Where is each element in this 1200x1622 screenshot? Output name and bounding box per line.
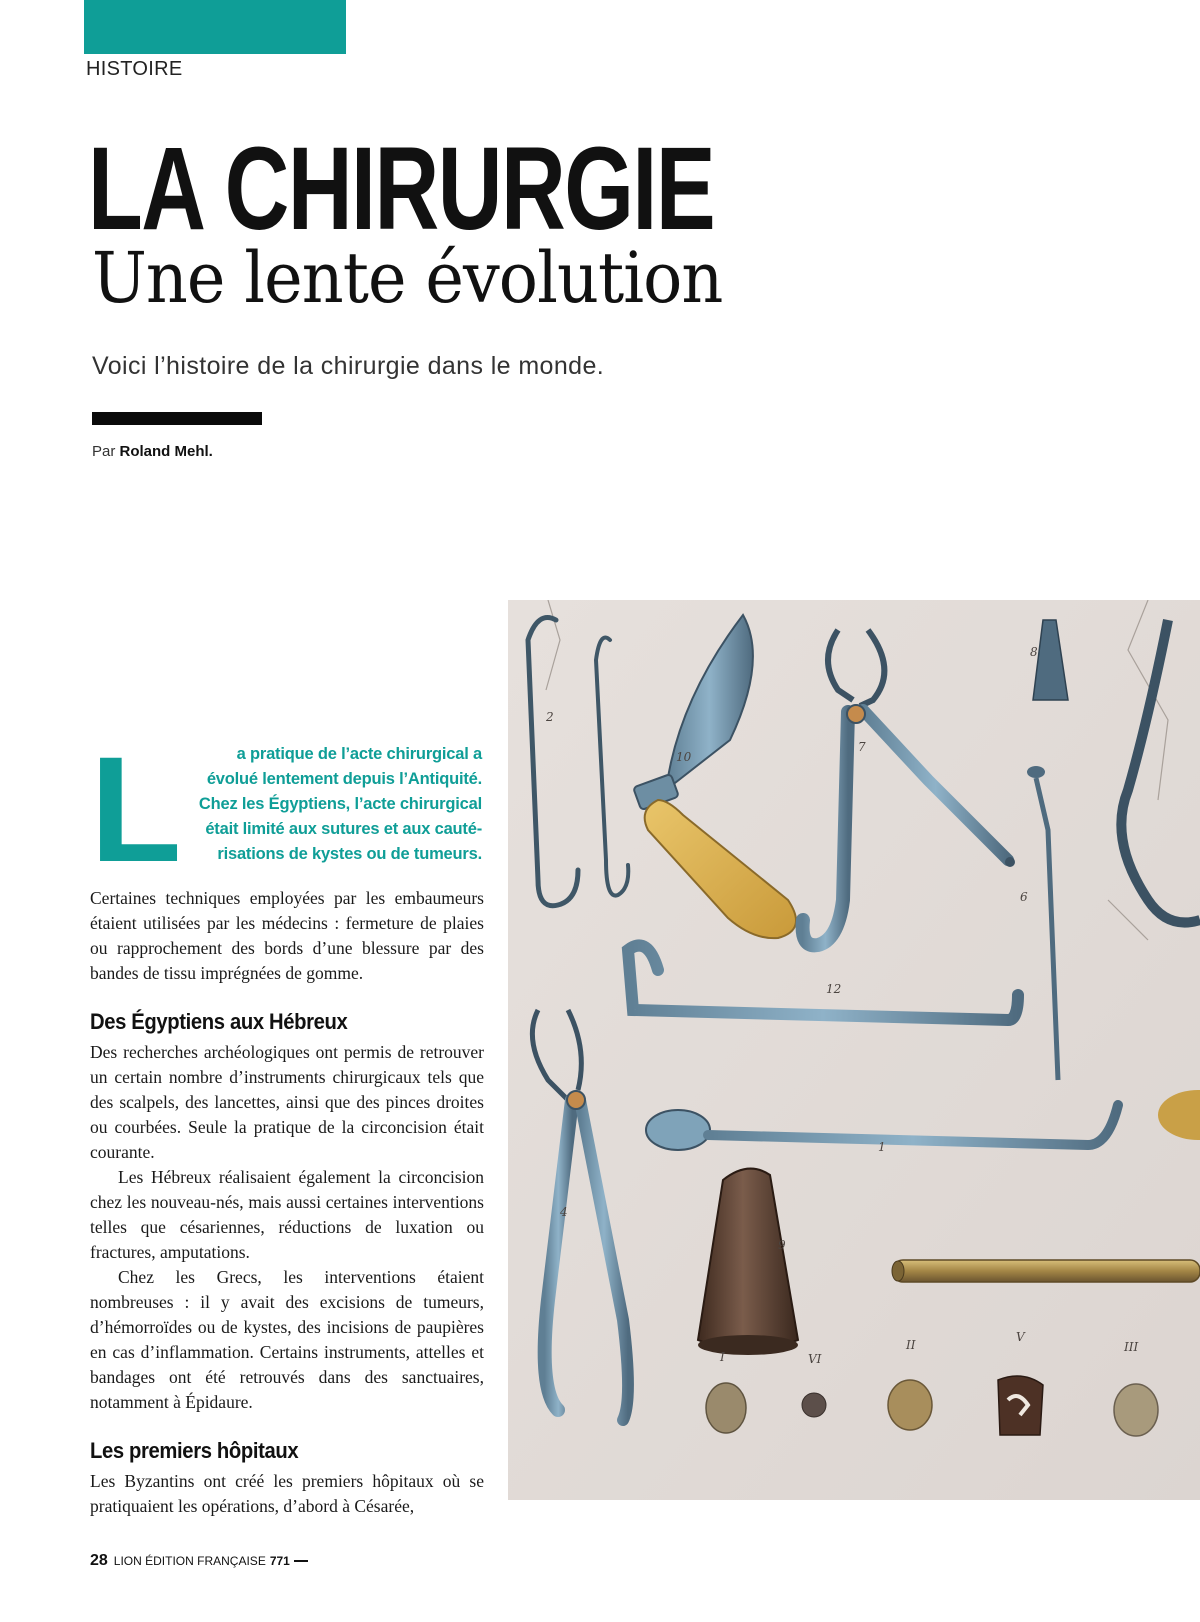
plate-number-label: 2 [546, 710, 554, 724]
title-rule [92, 412, 262, 425]
plate-number-label: 12 [826, 982, 842, 996]
body-text [90, 886, 484, 1519]
author-name: Roland Mehl. [119, 443, 213, 460]
paragraph: Certaines techniques employées par les embaumeurs étaient utilisées par les médecins : fermeture de plaies ou rapprochement des bords d’une blessure par des bandes de tissu imprégnées de gomme. [90, 888, 484, 983]
plate-number-label: 7 [858, 740, 866, 754]
lead-line: risations de kystes ou de tumeurs. [217, 845, 482, 863]
surgical-instruments-illustration [508, 600, 1200, 1500]
plate-number-label: III [1124, 1340, 1139, 1354]
article-intro: Voici l’histoire de la chirurgie dans le monde. [92, 352, 605, 380]
paragraph: Les Byzantins ont créé les premiers hôpitaux où se pratiquaient les opérations, d’abord à Césarée, [90, 1471, 484, 1516]
section-accent-bar [84, 0, 346, 54]
lead-line: a pratique de l’acte chirurgical a [236, 745, 482, 763]
lead-line: évolué lentement depuis l’Antiquité. [206, 770, 482, 788]
page-footer [90, 1552, 308, 1570]
lead-text [190, 742, 482, 867]
byline-prefix: Par [92, 443, 116, 460]
article-title: LA CHIRURGIE [88, 123, 715, 255]
plate-number-label: VI [808, 1352, 822, 1366]
plate-number-label: 10 [676, 750, 692, 764]
plate-number-label: I [720, 1350, 725, 1364]
plate-number-label: 9 [778, 1238, 786, 1252]
publication-name: LION ÉDITION FRANÇAISE [113, 1554, 266, 1568]
byline [92, 443, 213, 460]
lead-line: Chez les Égyptiens, l’acte chirurgical [198, 795, 482, 813]
plate-number-label: 6 [1020, 890, 1028, 904]
drop-cap: L [90, 725, 182, 893]
article-subtitle: Une lente évolution [92, 237, 723, 319]
page-number: 28 [90, 1552, 108, 1569]
lead-paragraph [90, 725, 484, 893]
lead-line: était limité aux sutures et aux cauté- [205, 820, 482, 838]
plate-number-label: V [1016, 1330, 1025, 1344]
paragraph: Des recherches archéologiques ont permis de retrouver un certain nombre d’instruments chirurgicaux tels que des scalpels, des lancettes, ainsi que des pinces droites ou courbées. Seule la pratique de la circoncision était courante. [90, 1042, 484, 1162]
paragraph: Chez les Grecs, les interventions étaient nombreuses : il y avait des excisions de tumeurs, d’hémorroïdes ou de kystes, des incisions de paupières en cas d’inflammation. Certains instruments, attelles et bandages ont été retrouvés dans des sanctuaires, notamment à Épidaure. [90, 1267, 484, 1412]
article-body [90, 725, 484, 1519]
paragraph: Les Hébreux réalisaient également la circoncision chez les nouveau-nés, mais aussi certaines interventions telles que césariennes, réductions de luxation ou fractures, amputations. [90, 1167, 484, 1262]
plate-number-label: 4 [560, 1205, 568, 1219]
subheading: Les premiers hôpitaux [90, 1438, 299, 1463]
plate-number-label: II [906, 1338, 916, 1352]
plate-number-label: 1 [878, 1140, 886, 1154]
section-label: HISTOIRE [86, 58, 183, 80]
subheading: Des Égyptiens aux Hébreux [90, 1009, 348, 1034]
issue-number: 771 [269, 1554, 290, 1568]
footer-dash [294, 1560, 308, 1562]
plate-number-label: 8 [1030, 645, 1038, 659]
